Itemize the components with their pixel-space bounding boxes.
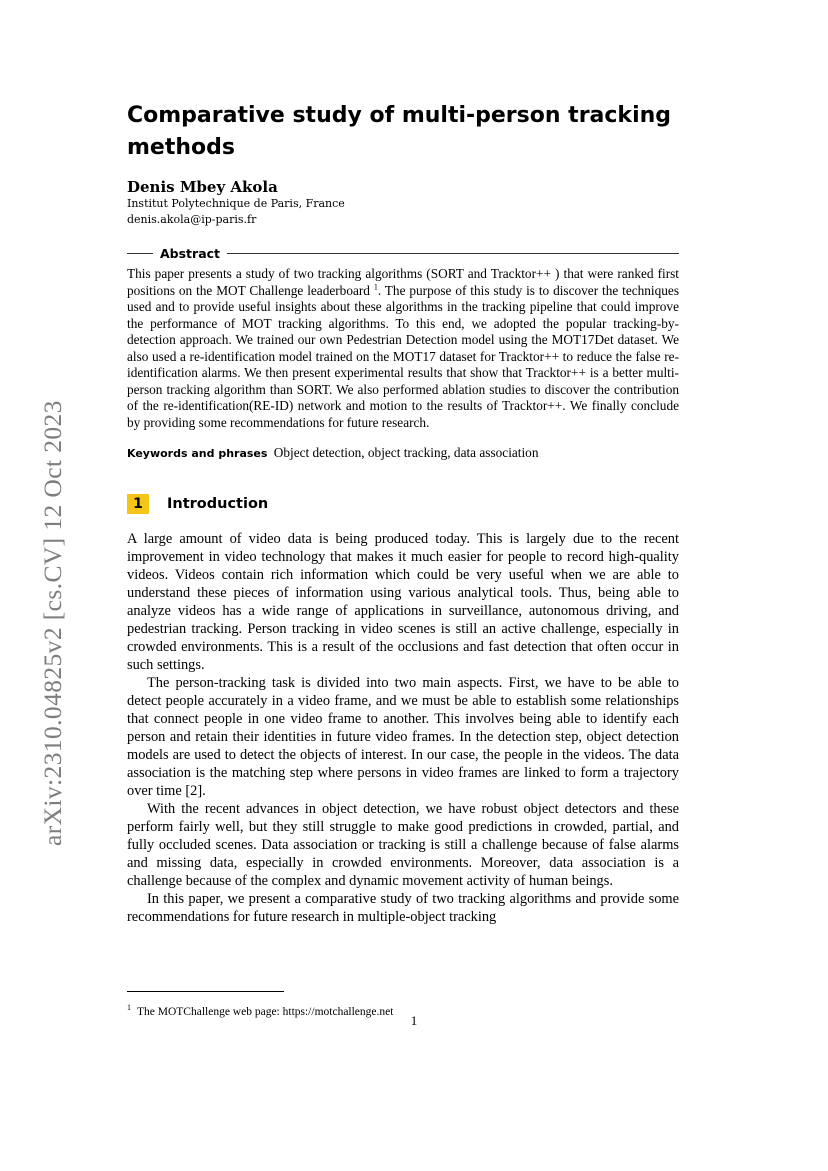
author-affiliation: Institut Polytechnique de Paris, France <box>127 197 345 210</box>
abstract-rule-right <box>227 253 679 254</box>
footnote-reference[interactable]: 1 <box>373 282 378 292</box>
abstract-header <box>127 244 679 262</box>
abstract-rule-left <box>127 253 153 254</box>
arxiv-side-stamp: arXiv:2310.04825v2 [cs.CV] 12 Oct 2023 <box>38 400 67 846</box>
section-body <box>127 530 679 926</box>
abstract-label: Abstract <box>160 245 221 261</box>
footnote-text: The MOTChallenge web page: https://motchallenge.net <box>137 1005 394 1018</box>
paragraph: The person-tracking task is divided into two main aspects. First, we have to be able to detect people accurately in a video frame, and we must be able to establish some relationships that connect people in one video frame to another. This involves being able to identify each person and retain their identities in future video frames. In the detection step, object detection models are used to detect the objects of interest. In our case, the people in the videos. The data association is the matching step where persons in video frames are linked to form a trajectory over time [2]. <box>127 675 679 799</box>
section-heading <box>127 493 679 515</box>
section-title: Introduction <box>167 496 269 512</box>
keywords <box>127 445 679 462</box>
abstract-text-part-1: This paper presents a study of two tracking algorithms (SORT and Tracktor++ ) that were ranked first positions on the MOT Challenge leaderboard <box>127 266 679 298</box>
footnote-mark: 1 <box>127 1003 131 1012</box>
paper-title: Comparative study of multi-person tracking methods <box>127 103 672 160</box>
section-number: 1 <box>127 494 149 514</box>
page-number: 1 <box>410 1013 418 1028</box>
keywords-label: Keywords and phrases <box>127 447 268 460</box>
paper-content <box>127 100 679 926</box>
keywords-text: Object detection, object tracking, data association <box>273 445 539 460</box>
footnote-rule <box>127 991 284 992</box>
paragraph: In this paper, we present a comparative study of two tracking algorithms and provide some recommendations for future research in multiple-object tracking <box>127 891 679 925</box>
paragraph: A large amount of video data is being produced today. This is largely due to the recent improvement in video technology that makes it much easier for people to record high-quality videos. Videos contain rich information which could be very useful when we are able to understand these pieces of information using various analytical tools. Thus, being able to analyze videos has a wide range of applications in surveillance, autonomous driving, and pedestrian tracking. Person tracking in video scenes is still an active challenge, especially in crowded environments. This is a result of the occlusions and fast detection that often occur in such settings. <box>127 531 679 673</box>
abstract-text <box>127 266 679 431</box>
author-email[interactable]: denis.akola@ip-paris.fr <box>127 213 257 226</box>
abstract-text-part-2: . The purpose of this study is to discover the techniques used and to provide useful insights about these algorithms in the tracking pipeline that could improve the performance of MOT tracking algorithms. To this end, we adopted the popular tracking-by-detection approach. We trained our own Pedestrian Detection model using the MOT17Det dataset. We also used a re-identification model trained on the MOT17 dataset for Tracktor++ to reduce the false re-identification alarms. We then present experimental results that show that Tracktor++ is a better multi-person tracking algorithm than SORT. We also performed ablation studies to discover the contribution of the re-identification(RE-ID) network and motion to the results of Tracktor++. We finally conclude by providing some recommendations for future research. <box>127 282 679 430</box>
author-name: Denis Mbey Akola <box>127 178 278 196</box>
paragraph: With the recent advances in object detection, we have robust object detectors and these perform fairly well, but they still struggle to make good predictions in crowded, partial, and fully occluded scenes. Data association or tracking is still a challenge because of false alarms and missing data, especially in crowded environments. Moreover, data association is a challenge because of the complex and dynamic movement activity of human beings. <box>127 801 679 889</box>
